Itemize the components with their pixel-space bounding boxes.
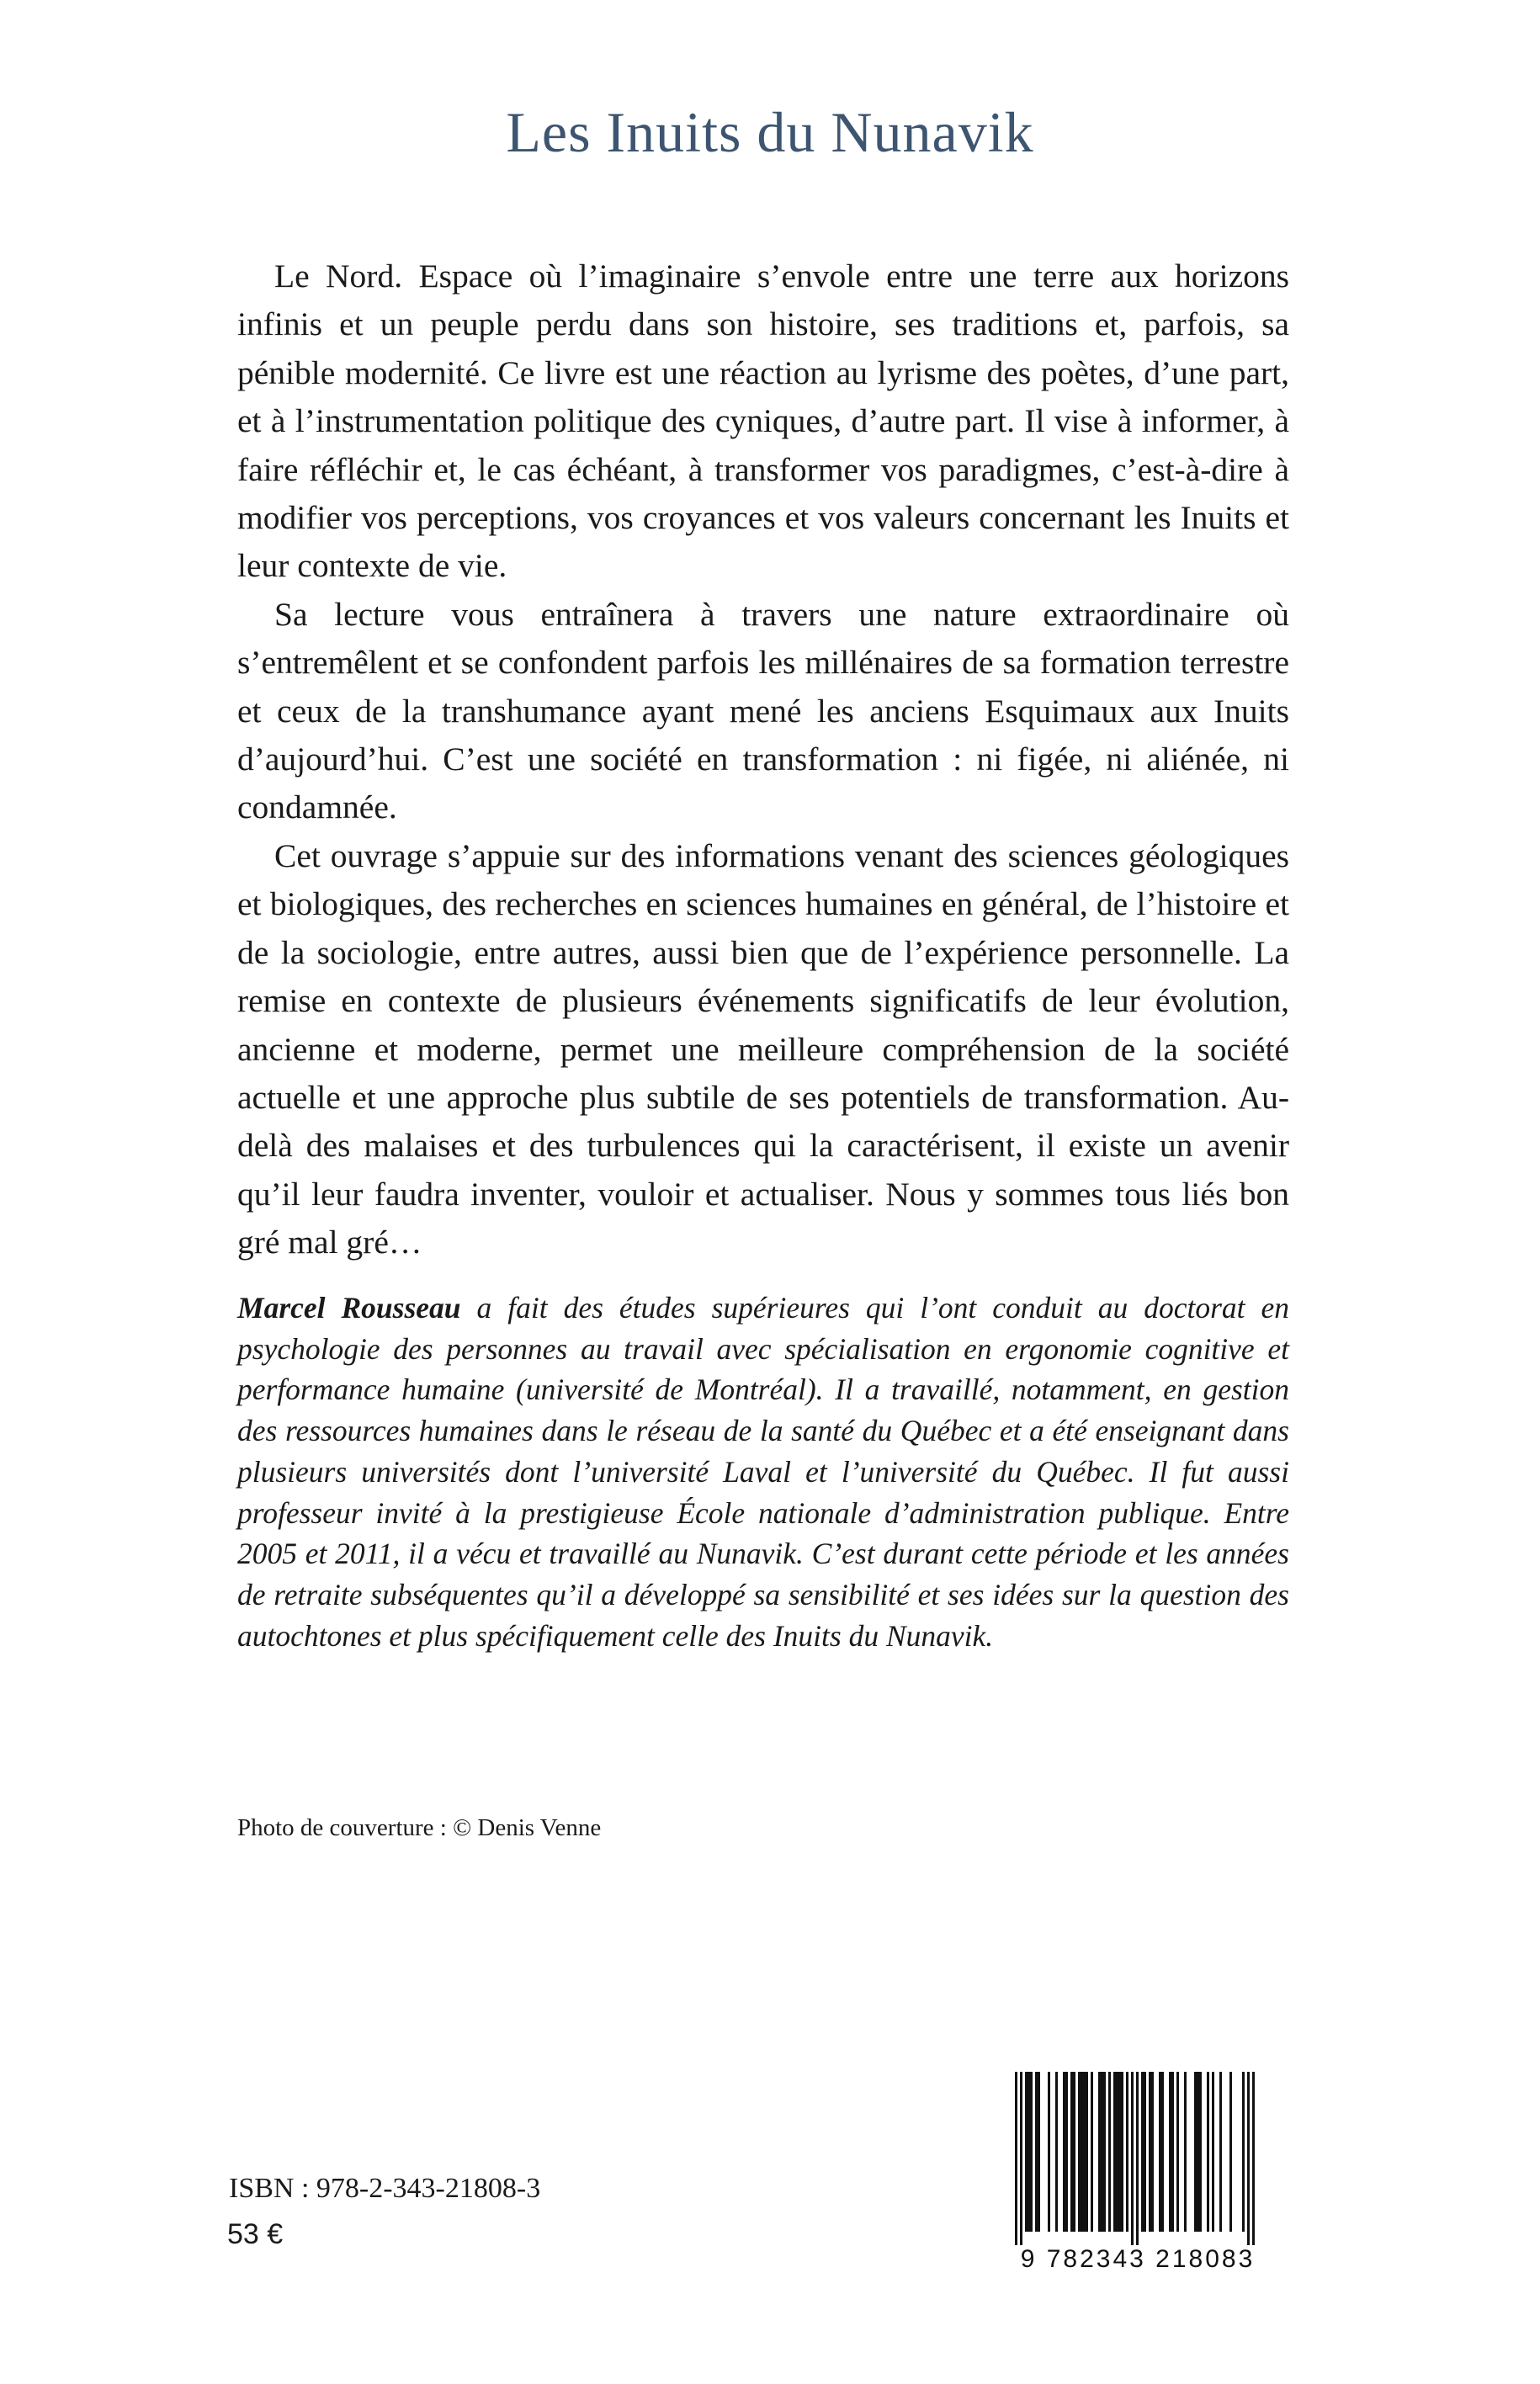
barcode-bar xyxy=(1136,2072,1139,2245)
summary-paragraph-3: Cet ouvrage s’appuie sur des informations venant des sciences géologiques et biologiques, des recherches en sciences humaines en général, de l’histoire et de la sociologie, entre autres, aussi bien que de l’expérience personnelle. La remise en contexte de plusieurs événements significatifs de leur évolution, ancienne et moderne, permet une meilleure compréhension de la société actuelle et une approche plus subtile de ses potentiels de transformation. Au-delà des malaises et des turbulences qui la caractérisent, il existe un avenir qu’il leur faudra inventer, vouloir et actualiser. Nous y sommes tous liés bon gré mal gré… xyxy=(237,836,1289,1261)
barcode-bar xyxy=(1144,2072,1146,2232)
barcode-bar xyxy=(1176,2072,1179,2232)
barcode-bar xyxy=(1070,2072,1073,2232)
barcode-bar xyxy=(1207,2072,1209,2232)
barcode-bar xyxy=(1101,2072,1103,2232)
barcode-bar xyxy=(1028,2072,1030,2232)
isbn: ISBN : 978-2-343-21808-3 xyxy=(229,2173,541,2204)
barcode-bar xyxy=(1126,2072,1128,2232)
barcode-bar xyxy=(1194,2072,1197,2232)
barcode-bar xyxy=(1035,2072,1038,2232)
barcode-digits: 9 782343 218083 xyxy=(1020,2245,1256,2272)
barcode-bar xyxy=(1103,2072,1106,2232)
barcode-bar xyxy=(1025,2072,1028,2232)
barcode xyxy=(986,2068,1284,2272)
barcode-bar xyxy=(1116,2072,1118,2232)
barcode-bar xyxy=(1063,2072,1065,2232)
barcode-bar xyxy=(1171,2072,1174,2232)
barcode-bar xyxy=(1159,2072,1161,2232)
barcode-bar xyxy=(1083,2072,1086,2232)
summary-paragraph-2: Sa lecture vous entraînera à travers une nature extraordinaire où s’entremêlent et se confondent parfois les millénaires de sa formation terrestre et ceux de la transhumance ayant mené les anciens Esquimaux aux Inuits d’aujourd’hui. C’est une société en transformation : ni figée, ni aliénée, ni condamnée. xyxy=(237,595,1289,826)
barcode-bar xyxy=(1086,2072,1088,2232)
barcode-bar xyxy=(1161,2072,1164,2232)
barcode-bar xyxy=(1065,2072,1068,2232)
price: 53 € xyxy=(227,2218,284,2250)
barcode-bar xyxy=(1131,2072,1134,2245)
barcode-bar xyxy=(1197,2072,1199,2232)
barcode-bar xyxy=(1030,2072,1033,2232)
barcode-bar xyxy=(1151,2072,1154,2232)
barcode-bar xyxy=(1149,2072,1151,2232)
barcode-graphic xyxy=(986,2068,1284,2272)
barcode-bar xyxy=(1118,2072,1121,2232)
photo-credit: Photo de couverture : © Denis Venne xyxy=(237,1814,602,1841)
book-title: Les Inuits du Nunavik xyxy=(506,100,1034,164)
barcode-bar xyxy=(1141,2072,1144,2232)
barcode-bar xyxy=(1252,2072,1255,2245)
barcode-bar xyxy=(1219,2072,1222,2232)
summary-paragraph-1: Le Nord. Espace où l’imaginaire s’envole entre une terre aux horizons infinis et un peuple perdu dans son histoire, ses traditions et, parfois, sa pénible modernité. Ce livre est une réaction au lyrisme des poètes, d’une part, et à l’instrumentation politique des cyniques, d’autre part. Il vise à informer, à faire réfléchir et, le cas échéant, à transformer vos paradigmes, c’est-à-dire à modifier vos perceptions, vos croyances et vos valeurs concernant les Inuits et leur contexte de vie. xyxy=(237,258,1289,585)
barcode-bar xyxy=(1038,2072,1040,2232)
barcode-bar xyxy=(1020,2072,1022,2245)
barcode-bar xyxy=(1081,2072,1083,2232)
barcode-bar xyxy=(1113,2072,1116,2232)
barcode-bar xyxy=(1108,2072,1111,2232)
barcode-bar xyxy=(1121,2072,1123,2232)
author-name: Marcel Rousseau xyxy=(237,1291,461,1325)
barcode-bar xyxy=(1055,2072,1058,2232)
author-bio-text: a fait des études supérieures qui l’ont conduit au doctorat en psychologie des personnes au travail avec spécialisation en ergonomie cognitive et performance humaine (université de Montréal). Il a travaillé, notamment, en gestion des ressources humaines dans le réseau de la santé du Québec et a été enseignant dans plusieurs universités dont l’université Laval et l’université du Québec. Il fut aussi professeur invité à la prestigieuse École nationale d’administration publique. Entre 2005 et 2011, il a vécu et travaillé au Nunavik. C’est durant cette période et les années de retraite subséquentes qu’il a développé sa sensibilité et ses idées sur la question des autochtones et plus spécifiquement celle des Inuits du Nunavik. xyxy=(237,1291,1289,1653)
barcode-bar xyxy=(1169,2072,1171,2232)
barcode-bar xyxy=(1073,2072,1075,2232)
barcode-bar xyxy=(1091,2072,1093,2232)
barcode-bar xyxy=(1212,2072,1214,2232)
barcode-bar xyxy=(1229,2072,1232,2232)
book-summary xyxy=(237,252,1289,1267)
barcode-bar xyxy=(1247,2072,1250,2245)
barcode-bar xyxy=(1078,2072,1081,2232)
barcode-bar xyxy=(1199,2072,1202,2232)
barcode-bar xyxy=(1184,2072,1187,2232)
barcode-bar xyxy=(1048,2072,1050,2232)
barcode-bar xyxy=(1098,2072,1101,2232)
barcode-bar xyxy=(1242,2072,1245,2232)
author-bio xyxy=(237,1288,1289,1656)
barcode-bar xyxy=(1015,2072,1017,2245)
